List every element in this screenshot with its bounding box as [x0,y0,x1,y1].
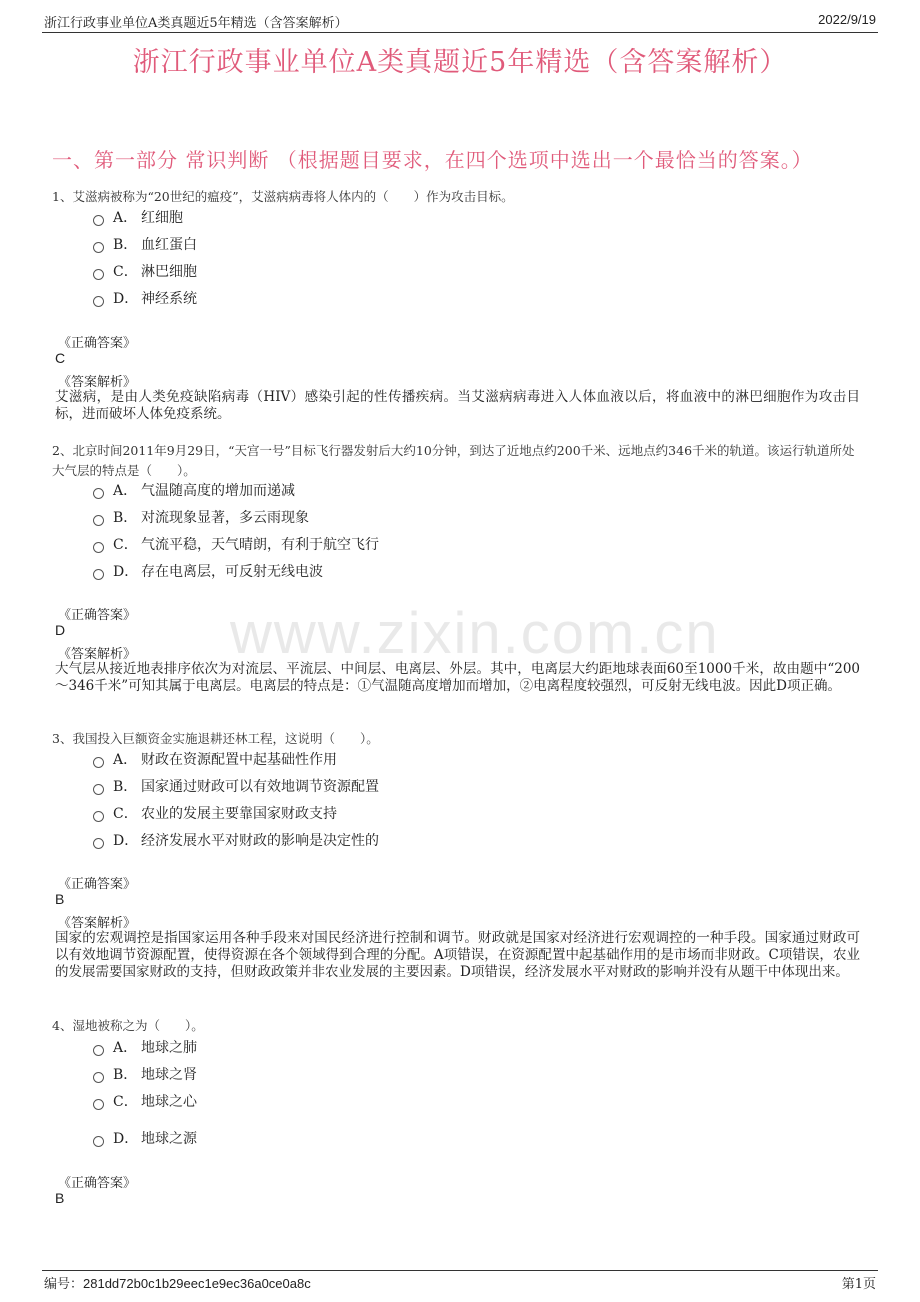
question-stem: 1、艾滋病被称为“20世纪的瘟疫”，艾滋病病毒将人体内的（ ）作为攻击目标。 [52,189,514,204]
radio-icon[interactable] [93,1045,104,1056]
option-text: 地球之肺 [141,1040,197,1056]
option-item[interactable] [93,804,337,824]
explanation-text: 国家的宏观调控是指国家运用各种手段来对国民经济进行控制和调节。财政就是国家对经济进行宏观调控的一种手段。国家通过财政可以有效地调节资源配置，使得资源在各个领域得到合理的分配。A项错误，在资源配置中起基础作用的是市场而非财政。C项错误，农业的发展需要国家财政的支持，但财政政策并非农业发展的主要因素。D项错误，经济发展水平对财政的影响并没有从题干中体现出来。 [55,930,860,980]
option-letter: D． [113,564,139,580]
option-letter: B． [113,1067,138,1083]
option-letter: C． [113,1094,138,1110]
option-item[interactable] [93,1038,197,1058]
option-text: 经济发展水平对财政的影响是决定性的 [141,833,379,849]
answer-label: 《正确答案》 [58,877,137,892]
radio-icon[interactable] [93,811,104,822]
option-item[interactable] [93,831,379,851]
answer-value: C [55,350,66,366]
option-text: 农业的发展主要靠国家财政支持 [141,806,337,822]
option-letter: D． [113,1131,139,1147]
option-letter: D． [113,291,139,307]
header-title: 浙江行政事业单位A类真题近5年精选（含答案解析） [44,16,348,31]
radio-icon[interactable] [93,242,104,253]
radio-icon[interactable] [93,838,104,849]
radio-icon[interactable] [93,569,104,580]
option-item[interactable] [93,481,295,501]
option-letter: C． [113,806,138,822]
option-text: 红细胞 [141,210,183,226]
option-letter: A． [113,483,138,499]
option-text: 存在电离层，可反射无线电波 [141,564,323,580]
option-item[interactable] [93,535,379,555]
option-item[interactable] [93,289,197,309]
code-value: 281dd72b0c1b29eec1e9ec36a0ce0a8c [83,1276,311,1291]
option-text: 气温随高度的增加而递减 [141,483,295,499]
option-letter: B． [113,779,138,795]
option-text: 血红蛋白 [141,237,197,253]
explanation-label: 《答案解析》 [58,916,137,931]
code-label: 编号： [44,1277,84,1292]
option-letter: C． [113,537,138,553]
option-text: 对流现象显著，多云雨现象 [141,510,309,526]
radio-icon[interactable] [93,1099,104,1110]
radio-icon[interactable] [93,1072,104,1083]
option-text: 财政在资源配置中起基础性作用 [141,752,337,768]
answer-value: D [55,622,66,638]
radio-icon[interactable] [93,215,104,226]
option-text: 神经系统 [141,291,197,307]
question-stem: 2、北京时间2011年9月29日，“天宫一号”目标飞行器发射后大约10分钟，到达了近地点约200千米、远地点约346千米的轨道。该运行轨道所处大气层的特点是（ ）。 [52,443,855,478]
section-title: 一、第一部分 常识判断 （根据题目要求，在四个选项中选出一个最恰当的答案。） [52,148,813,172]
page-footer [42,1270,878,1293]
page-number: 第1页 [841,1277,876,1292]
option-text: 淋巴细胞 [141,264,197,280]
option-letter: B． [113,510,138,526]
option-item[interactable] [93,262,197,282]
option-item[interactable] [93,562,323,582]
option-text: 地球之源 [141,1131,197,1147]
document-code [44,1273,311,1292]
option-text: 地球之心 [141,1094,197,1110]
option-letter: D． [113,833,139,849]
explanation-label: 《答案解析》 [58,375,137,390]
option-item[interactable] [93,208,183,228]
radio-icon[interactable] [93,757,104,768]
option-letter: B． [113,237,138,253]
option-item[interactable] [93,1065,197,1085]
radio-icon[interactable] [93,1136,104,1147]
answer-value: B [55,891,65,907]
option-text: 气流平稳，天气晴朗，有利于航空飞行 [141,537,379,553]
answer-label: 《正确答案》 [58,336,137,351]
question-stem: 3、我国投入巨额资金实施退耕还林工程，这说明（ ）。 [52,731,379,746]
explanation-label: 《答案解析》 [58,647,137,662]
radio-icon[interactable] [93,488,104,499]
option-item[interactable] [93,750,337,770]
option-letter: C． [113,264,138,280]
option-item[interactable] [93,777,379,797]
option-item[interactable] [93,1092,197,1112]
question-stem: 4、湿地被称之为（ ）。 [52,1018,204,1033]
radio-icon[interactable] [93,269,104,280]
page-header [42,10,878,33]
option-item[interactable] [93,1129,197,1149]
option-letter: A． [113,752,138,768]
radio-icon[interactable] [93,296,104,307]
radio-icon[interactable] [93,542,104,553]
answer-value: B [55,1190,65,1206]
answer-label: 《正确答案》 [58,608,137,623]
radio-icon[interactable] [93,784,104,795]
document-title: 浙江行政事业单位A类真题近5年精选（含答案解析） [132,47,788,78]
option-text: 国家通过财政可以有效地调节资源配置 [141,779,379,795]
answer-label: 《正确答案》 [58,1176,137,1191]
explanation-text: 艾滋病，是由人类免疫缺陷病毒（HIV）感染引起的性传播疾病。当艾滋病病毒进入人体血液以后，将血液中的淋巴细胞作为攻击目标，进而破坏人体免疫系统。 [55,389,860,422]
option-text: 地球之肾 [141,1067,197,1083]
header-date: 2022/9/19 [818,12,876,27]
option-item[interactable] [93,508,309,528]
option-letter: A． [113,1040,138,1056]
explanation-text: 大气层从接近地表排序依次为对流层、平流层、中间层、电离层、外层。其中，电离层大约距地球表面60至1000千米，故由题中“200～346千米”可知其属于电离层。电离层的特点是：①气温随高度增加而增加，②电离程度较强烈，可反射无线电波。因此D项正确。 [55,661,860,694]
watermark: www.zixin.com.cn [230,601,720,666]
option-item[interactable] [93,235,197,255]
radio-icon[interactable] [93,515,104,526]
option-letter: A． [113,210,138,226]
